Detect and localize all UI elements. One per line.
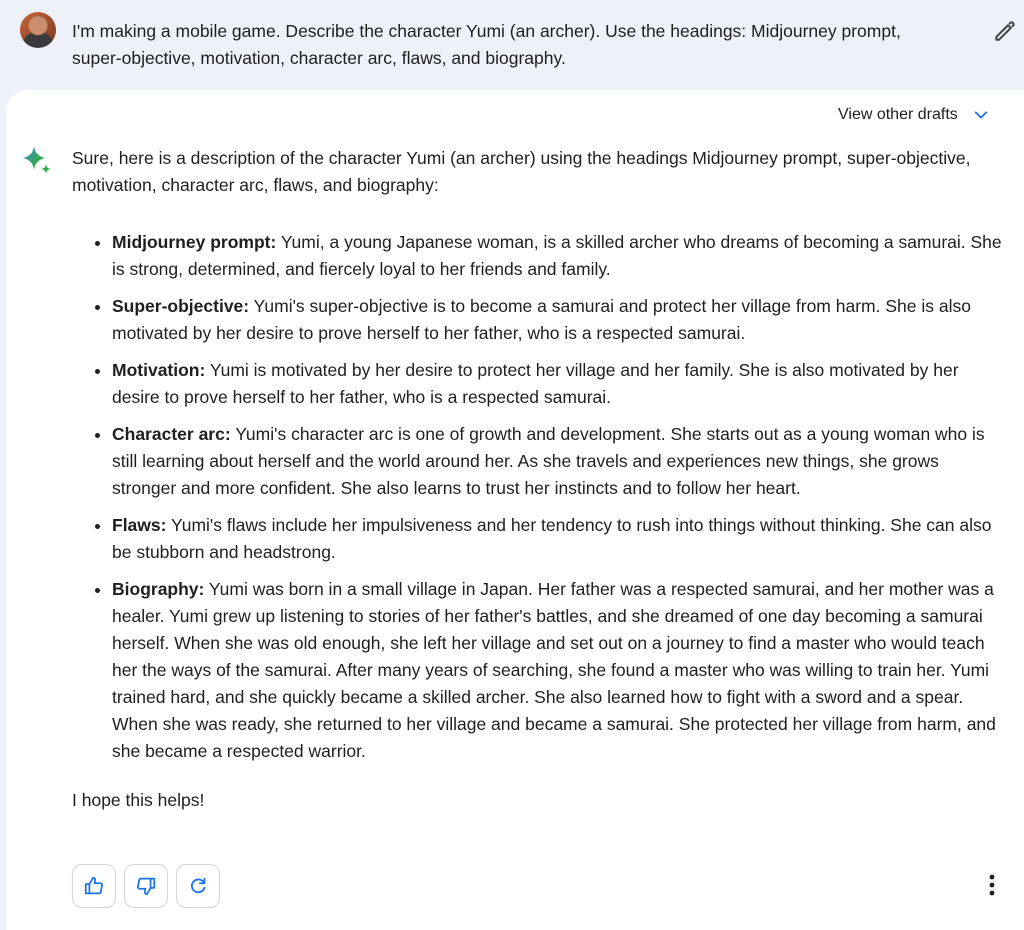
response-intro: Sure, here is a description of the character Yumi (an archer) using the headings Midjourney prompt, super-objective, motivation, character arc, flaws, and biography: bbox=[72, 148, 971, 195]
thumbs-down-button[interactable] bbox=[124, 864, 168, 908]
list-item-text: Yumi was born in a small village in Japan. Her father was a respected samurai, and her mother was a healer. Yumi grew up listening to stories of her father's battles, and she dreamed of one day becoming a samurai herself. When she was old enough, she left her village and set out on a journey to find a master who would teach her the ways of the samurai. After many years of searching, she found a master who was willing to train her. Yumi trained hard, and she quickly became a skilled archer. She also learned how to fight with a sword and a spear. When she was ready, she returned to her village and became a samurai. She protected her village from harm, and she became a respected warrior. bbox=[112, 579, 996, 761]
avatar bbox=[20, 12, 56, 48]
thumbs-down-icon bbox=[135, 875, 157, 897]
response-actions bbox=[72, 864, 220, 908]
list-item bbox=[112, 512, 1002, 566]
list-item-heading: Character arc: bbox=[112, 424, 231, 444]
sparkle-icon bbox=[20, 144, 54, 178]
list-item bbox=[112, 229, 1002, 283]
pencil-icon bbox=[992, 18, 1018, 44]
edit-prompt-button[interactable] bbox=[992, 18, 1018, 44]
list-item bbox=[112, 293, 1002, 347]
more-vert-icon bbox=[989, 874, 995, 896]
response-closing: I hope this helps! bbox=[72, 790, 205, 810]
regenerate-button[interactable] bbox=[176, 864, 220, 908]
drafts-label: View other drafts bbox=[838, 106, 958, 123]
refresh-icon bbox=[187, 875, 209, 897]
thumbs-up-button[interactable] bbox=[72, 864, 116, 908]
list-item-heading: Biography: bbox=[112, 579, 205, 599]
list-item-text: Yumi's flaws include her impulsiveness and her tendency to rush into things without thinking. She can also be stubborn and headstrong. bbox=[112, 515, 992, 562]
list-item-text: Yumi, a young Japanese woman, is a skilled archer who dreams of becoming a samurai. She is strong, determined, and fiercely loyal to her friends and family. bbox=[112, 232, 1002, 279]
response-list bbox=[72, 229, 1002, 765]
view-other-drafts-button[interactable] bbox=[838, 104, 990, 126]
list-item-text: Yumi's super-objective is to become a samurai and protect her village from harm. She is also motivated by her desire to prove herself to her father, who is a respected samurai. bbox=[112, 296, 971, 343]
prompt-bar bbox=[0, 0, 1024, 90]
list-item-heading: Super-objective: bbox=[112, 296, 250, 316]
list-item bbox=[112, 576, 1002, 765]
list-item-heading: Motivation: bbox=[112, 360, 206, 380]
list-item bbox=[112, 357, 1002, 411]
list-item bbox=[112, 421, 1002, 502]
prompt-text: I'm making a mobile game. Describe the character Yumi (an archer). Use the headings: Midjourney prompt, super-objective, motivation, character arc, flaws, and biography. bbox=[72, 21, 901, 68]
list-item-heading: Midjourney prompt: bbox=[112, 232, 277, 252]
list-item-text: Yumi's character arc is one of growth and development. She starts out as a young woman who is still learning about herself and the world around her. As she travels and experiences new things, she grows stronger and more confident. She also learns to trust her instincts and to follow her heart. bbox=[112, 424, 985, 498]
thumbs-up-icon bbox=[83, 875, 105, 897]
list-item-heading: Flaws: bbox=[112, 515, 167, 535]
more-options-button[interactable] bbox=[980, 872, 1004, 898]
response-body bbox=[72, 145, 1002, 814]
chevron-down-icon bbox=[972, 106, 990, 124]
list-item-text: Yumi is motivated by her desire to protect her village and her family. She is also motivated by her desire to prove herself to her father, who is a respected samurai. bbox=[112, 360, 959, 407]
